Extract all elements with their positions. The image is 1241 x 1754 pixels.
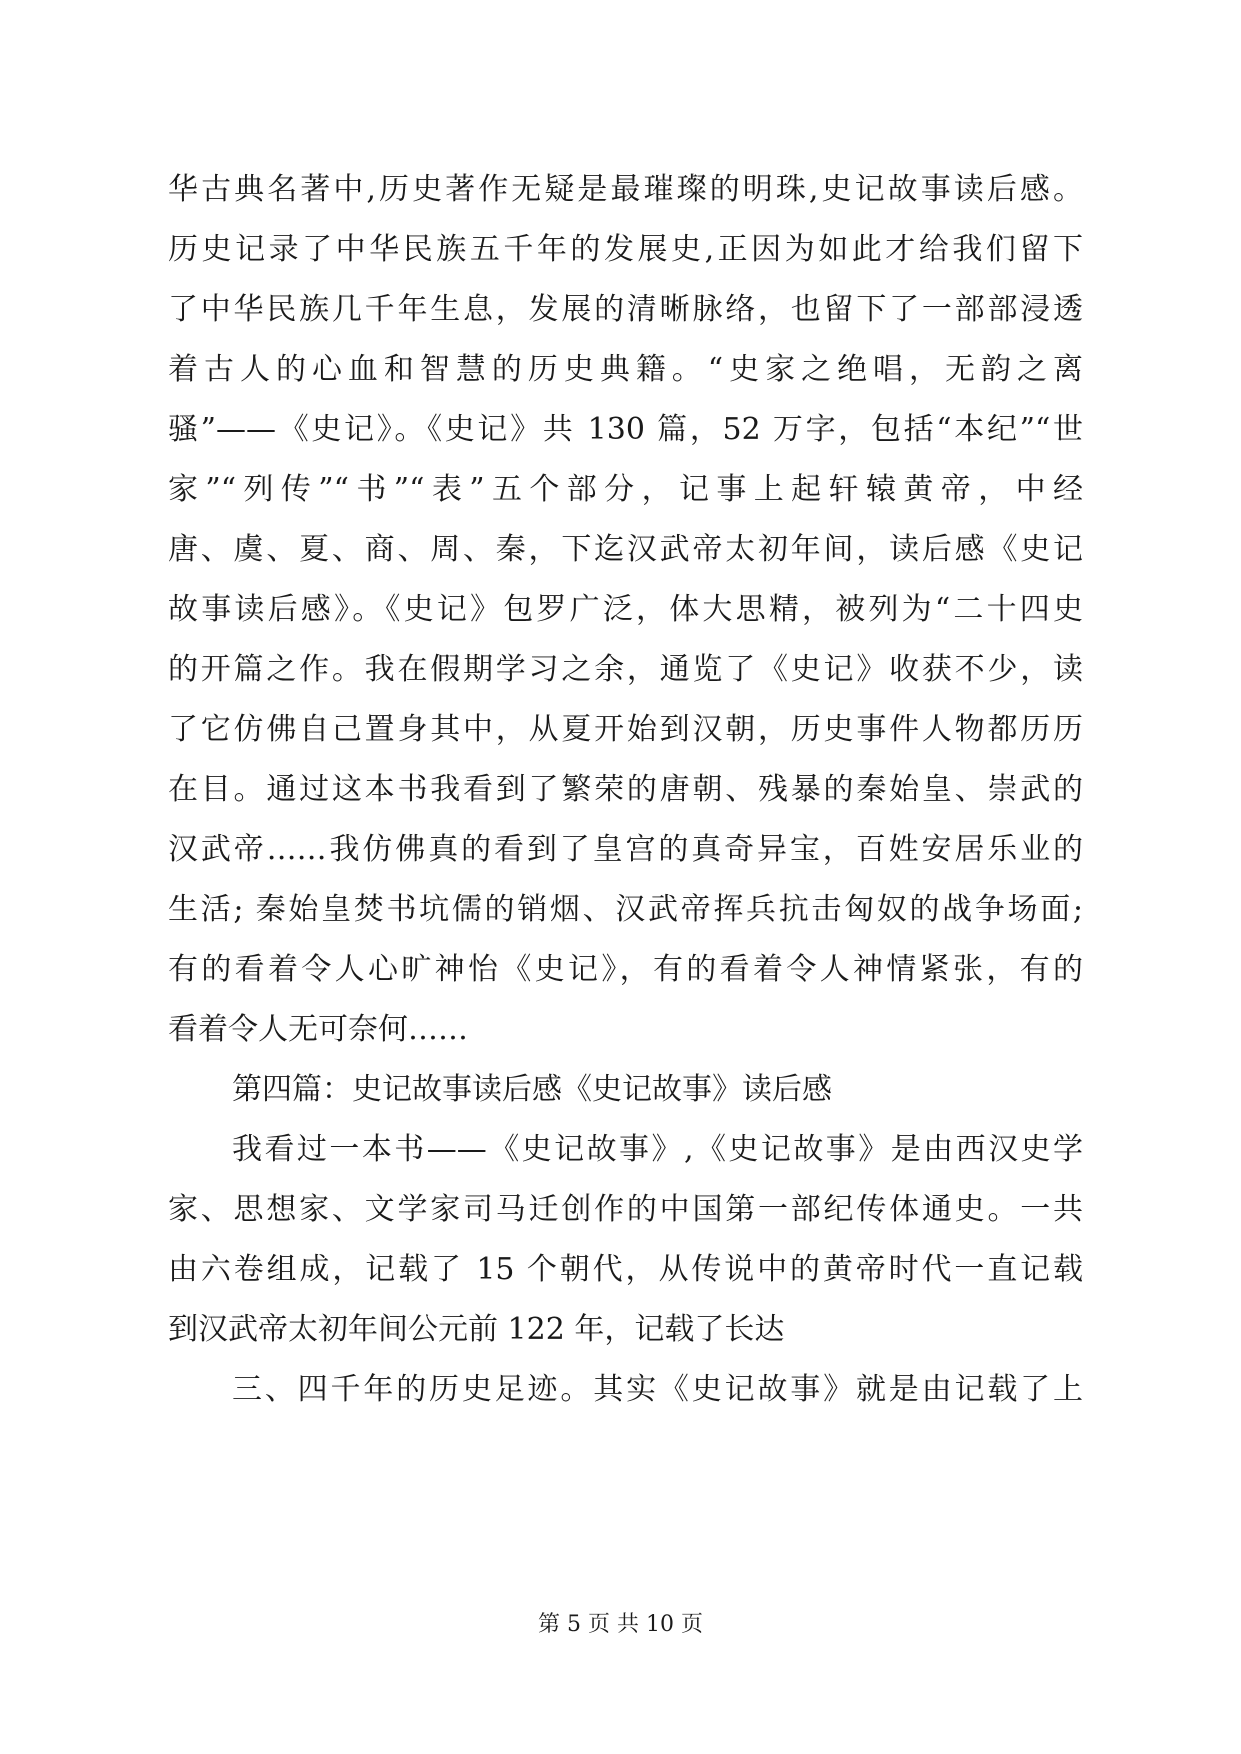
text-line: 故事读后感》。《史记》包罗广泛，体大思精，被列为“二十四史 <box>168 592 1083 627</box>
text-line: 到汉武帝太初年间公元前 122 年，记载了长达 <box>168 1312 785 1347</box>
text-line: 生活; 秦始皇焚书坑儒的销烟、汉武帝挥兵抗击匈奴的战争场面; <box>168 892 1083 927</box>
text-line: 看着令人无可奈何…… <box>168 1012 468 1047</box>
text-line: 在目。通过这本书我看到了繁荣的唐朝、残暴的秦始皇、崇武的 <box>168 772 1083 807</box>
text-line: 家”“列传”“书”“表”五个部分，记事上起轩辕黄帝，中经 <box>168 472 1083 507</box>
section-heading: 第四篇：史记故事读后感《史记故事》读后感 <box>232 1072 832 1107</box>
text-line: 着古人的心血和智慧的历史典籍。“史家之绝唱，无韵之离 <box>168 352 1083 387</box>
text-line: 历史记录了中华民族五千年的发展史,正因为如此才给我们留下 <box>168 232 1083 267</box>
text-line: 了中华民族几千年生息，发展的清晰脉络，也留下了一部部浸透 <box>168 292 1083 327</box>
text-line: 华古典名著中,历史著作无疑是最璀璨的明珠,史记故事读后感。 <box>168 172 1083 207</box>
text-line: 有的看着令人心旷神怡《史记》，有的看着令人神情紧张，有的 <box>168 952 1083 987</box>
page-number-footer: 第 5 页 共 10 页 <box>538 1612 703 1637</box>
body-text <box>168 160 1083 1420</box>
text-line: 汉武帝……我仿佛真的看到了皇宫的真奇异宝，百姓安居乐业的 <box>168 832 1083 867</box>
text-line: 了它仿佛自己置身其中，从夏开始到汉朝，历史事件人物都历历 <box>168 712 1083 747</box>
text-line: 的开篇之作。我在假期学习之余，通览了《史记》收获不少，读 <box>168 652 1083 687</box>
text-line: 三、四千年的历史足迹。其实《史记故事》就是由记载了上 <box>232 1372 1083 1407</box>
text-line: 由六卷组成，记载了 15 个朝代，从传说中的黄帝时代一直记载 <box>168 1252 1083 1287</box>
text-line: 我看过一本书——《史记故事》,《史记故事》是由西汉史学 <box>232 1132 1083 1167</box>
text-line: 骚”——《史记》。《史记》共 130 篇，52 万字，包括“本纪”“世 <box>168 412 1083 447</box>
text-line: 家、思想家、文学家司马迁创作的中国第一部纪传体通史。一共 <box>168 1192 1083 1227</box>
text-line: 唐、虞、夏、商、周、秦，下迄汉武帝太初年间，读后感《史记 <box>168 532 1083 567</box>
